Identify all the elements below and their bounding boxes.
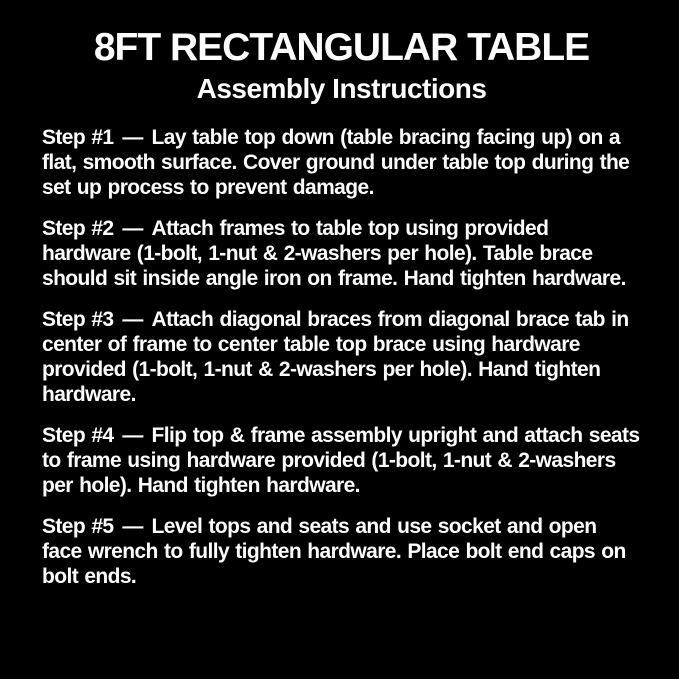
step-3-text: Attach diagonal braces from diagonal brace tab in center of frame to center table top brace using hardware provided (1-bolt, 1-nut & 2-washers per hole). Hand tighten hardware.	[42, 308, 629, 407]
step-4-paragraph	[42, 423, 641, 498]
page-title: 8FT RECTANGULAR TABLE	[93, 26, 590, 69]
step-3-paragraph	[42, 307, 641, 407]
step-2-label: Step #2	[42, 217, 114, 241]
step-2-paragraph	[42, 216, 641, 291]
step-4-text: Flip top & frame assembly upright and attach seats to frame using hardware provided (1-bolt, 1-nut & 2-washers per hole). Hand tighten hardware.	[42, 424, 640, 498]
step-1-label: Step #1	[42, 126, 114, 150]
em-dash: —	[122, 126, 143, 150]
em-dash: —	[122, 515, 143, 539]
header	[42, 26, 641, 104]
page-subtitle: Assembly Instructions	[196, 72, 487, 104]
step-4-label: Step #4	[42, 424, 114, 448]
step-5-label: Step #5	[42, 515, 114, 539]
em-dash: —	[122, 308, 143, 332]
em-dash: —	[122, 424, 143, 448]
step-5-paragraph	[42, 514, 641, 589]
step-2-text: Attach frames to table top using provided hardware (1-bolt, 1-nut & 2-washers per hole). Table brace should sit inside angle iron on frame. Hand tighten hardware.	[42, 217, 626, 291]
step-1-paragraph	[42, 125, 641, 200]
step-1-text: Lay table top down (table bracing facing up) on a flat, smooth surface. Cover ground under table top during the set up process to prevent damage.	[42, 126, 630, 200]
steps-list	[42, 125, 641, 589]
step-5-text: Level tops and seats and use socket and open face wrench to fully tighten hardware. Place bolt end caps on bolt ends.	[42, 515, 626, 589]
step-3-label: Step #3	[42, 308, 114, 332]
em-dash: —	[122, 217, 143, 241]
